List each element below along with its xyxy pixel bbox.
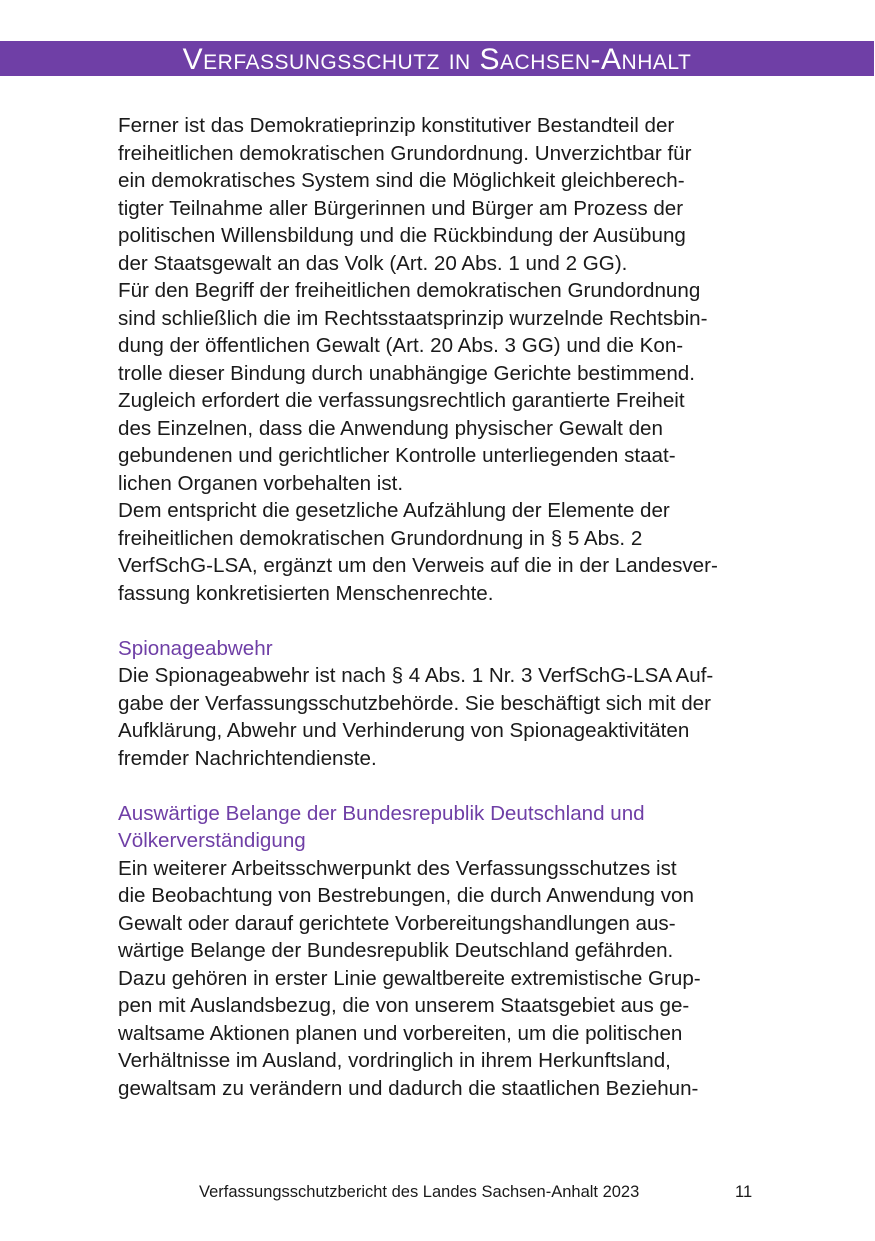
page-number: 11 (735, 1183, 753, 1201)
text-line: Aufklärung, Abwehr und Verhinderung von Spionageaktivitäten (118, 719, 690, 742)
text-line: fremder Nachrichtendienste. (118, 746, 377, 770)
text-line: lichen Organen vorbehalten ist. (118, 471, 404, 495)
text-line: wärtige Belange der Bundesrepublik Deutschland gefährden. (118, 939, 674, 962)
section-heading: Auswärtige Belange der Bundesrepublik Deutschland und (118, 801, 645, 825)
text-line: Verhältnisse im Ausland, vordringlich in ihrem Herkunftsland, (118, 1049, 671, 1072)
text-line: freiheitlichen demokratischen Grundordnung in § 5 Abs. 2 (118, 526, 643, 550)
text-line: ein demokratisches System sind die Möglichkeit gleichberech- (118, 169, 685, 192)
text-line: fassung konkretisierten Menschenrechte. (118, 581, 494, 605)
text-line: der Staatsgewalt an das Volk (Art. 20 Abs. 1 und 2 GG). (118, 251, 628, 275)
text-line: gewaltsam zu verändern und dadurch die staatlichen Beziehun- (118, 1076, 699, 1100)
text-line: Für den Begriff der freiheitlichen demokratischen Grundordnung (118, 279, 701, 302)
text-line: gebundenen und gerichtlicher Kontrolle unterliegenden staat- (118, 444, 676, 467)
text-line: tigter Teilnahme aller Bürgerinnen und Bürger am Prozess der (118, 196, 684, 220)
text-line: pen mit Auslandsbezug, die von unserem Staatsgebiet aus ge- (118, 994, 690, 1017)
text-line: dung der öffentlichen Gewalt (Art. 20 Abs. 3 GG) und die Kon- (118, 334, 684, 357)
text-line: Dem entspricht die gesetzliche Aufzählung der Elemente der (118, 499, 670, 522)
text-line: Zugleich erfordert die verfassungsrechtlich garantierte Freiheit (118, 389, 685, 412)
text-line: politischen Willensbildung und die Rückbindung der Ausübung (118, 224, 686, 247)
text-line: freiheitlichen demokratischen Grundordnung. Unverzichtbar für (118, 141, 692, 165)
paragraph-spacer (118, 772, 766, 800)
text-line: Dazu gehören in erster Linie gewaltbereite extremistische Grup- (118, 966, 701, 990)
text-line: die Beobachtung von Bestrebungen, die durch Anwendung von (118, 884, 694, 907)
text-line: waltsame Aktionen planen und vorbereiten, um die politischen (118, 1021, 683, 1045)
text-line: Gewalt oder darauf gerichtete Vorbereitungshandlungen aus- (118, 911, 676, 935)
text-line: des Einzelnen, dass die Anwendung physischer Gewalt den (118, 416, 663, 440)
main-content (118, 112, 766, 1102)
footer-publication-title: Verfassungsschutzbericht des Landes Sachsen-Anhalt 2023 (199, 1183, 640, 1201)
text-line: Ferner ist das Demokratieprinzip konstitutiver Bestandteil der (118, 114, 675, 137)
belange-section (118, 800, 766, 1103)
header-band (0, 41, 874, 76)
text-line: VerfSchG-LSA, ergänzt um den Verweis auf die in der Landesver- (118, 554, 718, 577)
text-line: trolle dieser Bindung durch unabhängige Gerichte bestimmend. (118, 361, 695, 385)
text-line: Die Spionageabwehr ist nach § 4 Abs. 1 Nr. 3 VerfSchG-LSA Auf- (118, 664, 714, 687)
page-header-title: Verfassungsschutz in Sachsen-Anhalt (182, 43, 692, 76)
section-heading: Völkerverständigung (118, 829, 306, 852)
section-heading: Spionageabwehr (118, 636, 273, 660)
text-line: Ein weiterer Arbeitsschwerpunkt des Verfassungsschutzes ist (118, 856, 677, 880)
text-line: sind schließlich die im Rechtsstaatsprinzip wurzelnde Rechtsbin- (118, 306, 708, 330)
text-line: gabe der Verfassungsschutzbehörde. Sie beschäftigt sich mit der (118, 691, 711, 715)
paragraph-spacer (118, 607, 766, 635)
intro-paragraph (118, 112, 766, 607)
spionage-section (118, 635, 766, 773)
